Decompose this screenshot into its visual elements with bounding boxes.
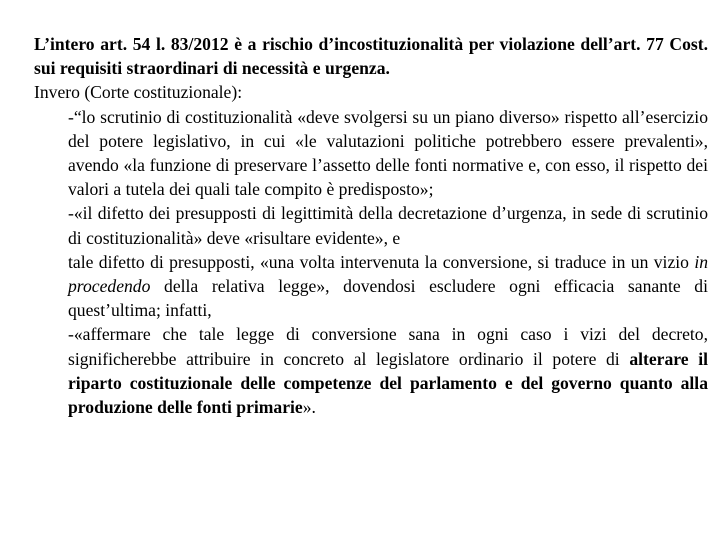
quote-paragraph-3 [34,250,708,323]
quote-4-bold-phrase: alterare il riparto costituzionale delle competenze del parlamento e del governo quanto alla produzione delle fonti primarie [68,348,708,418]
slide-content [34,32,708,419]
quote-3-text-before: tale difetto di presupposti, «una volta intervenuta la conversione, si traduce in un vizio [68,251,695,272]
slide-heading: L’intero art. 54 l. 83/2012 è a rischio d’incostituzionalità per violazione dell’art. 77 Cost. sui requisiti straordinari di necessità e urgenza. [34,34,708,79]
quote-3-text-after: della relativa legge», dovendosi escludere ogni efficacia sanante di quest’ultima; infatti, [68,276,708,321]
quote-3-italic-phrase: in procedendo [68,251,708,297]
quote-paragraph-4 [34,322,708,419]
quote-paragraph-2: -«il difetto dei presupposti di legittimità della decretazione d’urgenza, in sede di scrutinio di costituzionalità» deve «risultare evidente», e [68,203,708,248]
quote-paragraph-1: -“lo scrutinio di costituzionalità «deve svolgersi su un piano diverso» rispetto all’esercizio del potere legislativo, in cui «le valutazioni politiche potrebbero essere prevalenti», avendo «la funzione di preservare l’assetto delle fonti normative e, con esso, il rispetto dei valori a tutela dei quali tale compito è predisposto»; [68,106,708,200]
quote-4-text-before: -«affermare che tale legge di conversione sana in ogni caso i vizi del decreto, significherebbe attribuire in concreto al legislatore ordinario il potere di [68,324,708,369]
intro-line: Invero (Corte costituzionale): [34,82,243,103]
quote-4-text-after: ». [302,397,316,418]
